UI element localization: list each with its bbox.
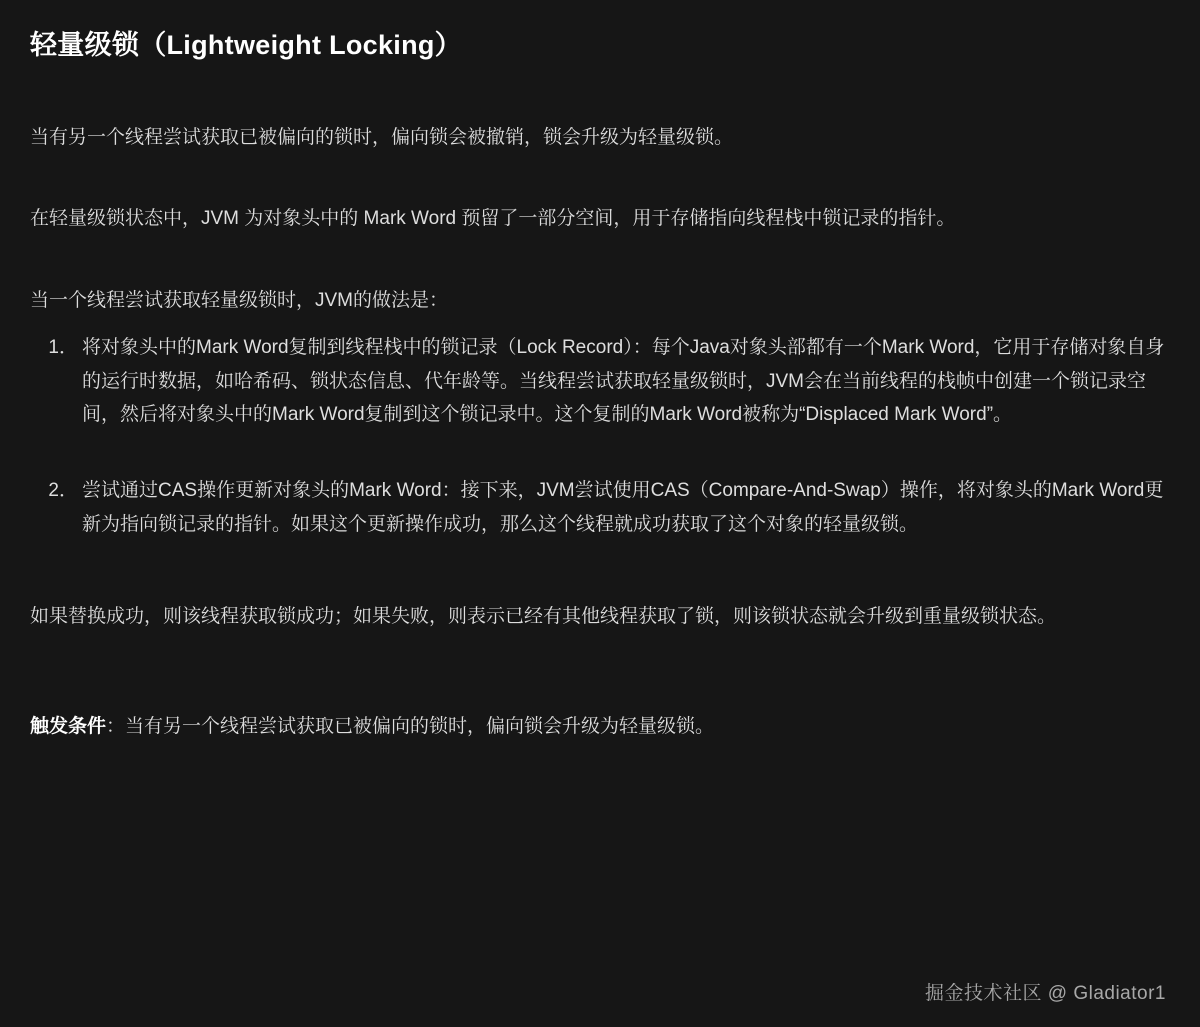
trigger-text: 当有另一个线程尝试获取已被偏向的锁时，偏向锁会升级为轻量级锁。 bbox=[125, 716, 715, 738]
spacer bbox=[30, 63, 1170, 121]
spacer bbox=[30, 236, 1170, 284]
intro-paragraph-2: 在轻量级锁状态中，JVM 为对象头中的 Mark Word 预留了一部分空间，用于存储指向线程栈中锁记录的指针。 bbox=[30, 208, 956, 230]
list-item: 将对象头中的Mark Word复制到线程栈中的锁记录（Lock Record）：每个Java对象头部都有一个Mark Word，它用于存储对象自身的运行时数据，如哈希码、锁状态信息、代年龄等。当线程尝试获取轻量级锁时，JVM会在当前线程的栈帧中创建一个锁记录空间，然后将对象头中的Mark Word复制到这个锁记录中。这个复制的Mark Word被称为“Displaced Mark Word”。 bbox=[82, 336, 1165, 426]
spacer bbox=[30, 154, 1170, 202]
watermark: 掘金技术社区 @ Gladiator1 bbox=[924, 983, 1166, 1004]
intro-paragraph-1: 当有另一个线程尝试获取已被偏向的锁时，偏向锁会被撤销，锁会升级为轻量级锁。 bbox=[30, 127, 734, 149]
list-item: 尝试通过CAS操作更新对象头的Mark Word：接下来，JVM尝试使用CAS（Compare-And-Swap）操作，将对象头的Mark Word更新为指向锁记录的指针。如果这个更新操作成功，那么这个线程就成功获取了这个对象的轻量级锁。 bbox=[82, 480, 1164, 536]
intro-paragraph-3: 当一个线程尝试获取轻量级锁时，JVM的做法是： bbox=[30, 289, 449, 311]
trigger-condition bbox=[30, 710, 1170, 743]
spacer bbox=[30, 542, 1170, 600]
page-title: 轻量级锁（Lightweight Locking） bbox=[30, 30, 462, 60]
trigger-label: 触发条件 bbox=[30, 716, 107, 738]
steps-list bbox=[30, 331, 1170, 542]
outro-paragraph: 如果替换成功，则该线程获取锁成功；如果失败，则表示已经有其他线程获取了锁，则该锁状态就会升级到重量级锁状态。 bbox=[30, 605, 1057, 627]
spacer bbox=[30, 633, 1170, 691]
trigger-separator: ： bbox=[106, 716, 126, 738]
